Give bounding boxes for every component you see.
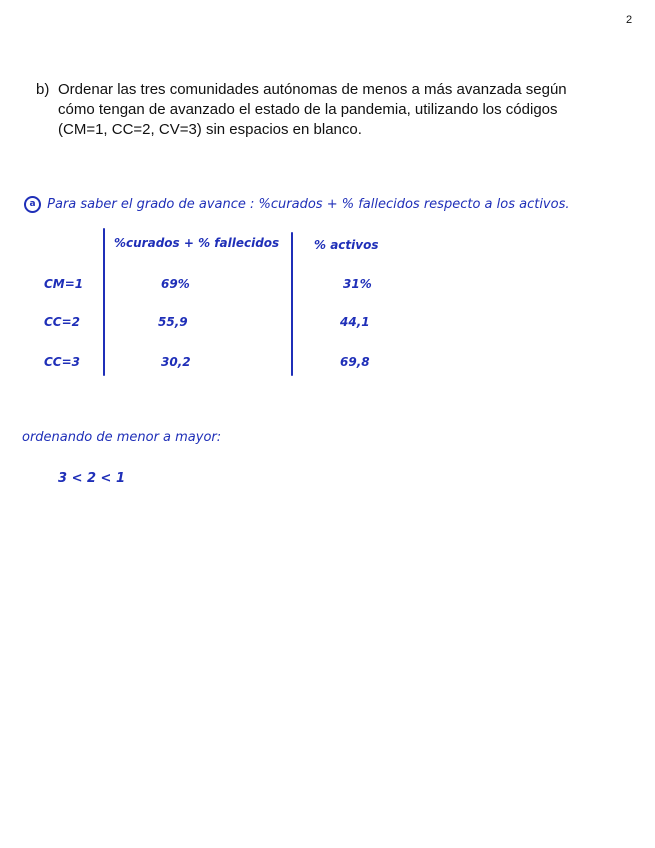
question-marker: b): [36, 81, 50, 98]
table-row-code: CC=3: [44, 355, 81, 369]
table-header-active: % activos: [314, 238, 379, 252]
table-row-code: CM=1: [44, 277, 84, 291]
table-row-code: CC=2: [44, 315, 81, 329]
table-divider-left: [103, 228, 105, 376]
table-header-resolved: %curados + % fallecidos: [114, 236, 280, 250]
table-cell-active: 31%: [343, 277, 372, 291]
answer-intro: [24, 196, 569, 213]
table-cell-resolved: 55,9: [158, 315, 188, 329]
table-cell-resolved: 30,2: [161, 355, 191, 369]
circled-a-marker: a: [24, 196, 41, 213]
table-cell-resolved: 69%: [161, 277, 190, 291]
question-block: [36, 80, 606, 140]
table-cell-active: 44,1: [340, 315, 370, 329]
table-cell-active: 69,8: [340, 355, 370, 369]
ordering-result: 3 < 2 < 1: [58, 471, 126, 486]
table-divider-right: [291, 232, 293, 376]
page-number: 2: [626, 14, 633, 26]
question-text: Ordenar las tres comunidades autónomas de menos a más avanzada según cómo tengan de avanzado el estado de la pandemia, utilizando los códigos (CM=1, CC=2, CV=3) sin espacios en blanco.: [58, 81, 567, 138]
answer-intro-text: Para saber el grado de avance : %curados + % fallecidos respecto a los activos.: [47, 197, 570, 212]
ordering-title: ordenando de menor a mayor:: [22, 430, 222, 445]
